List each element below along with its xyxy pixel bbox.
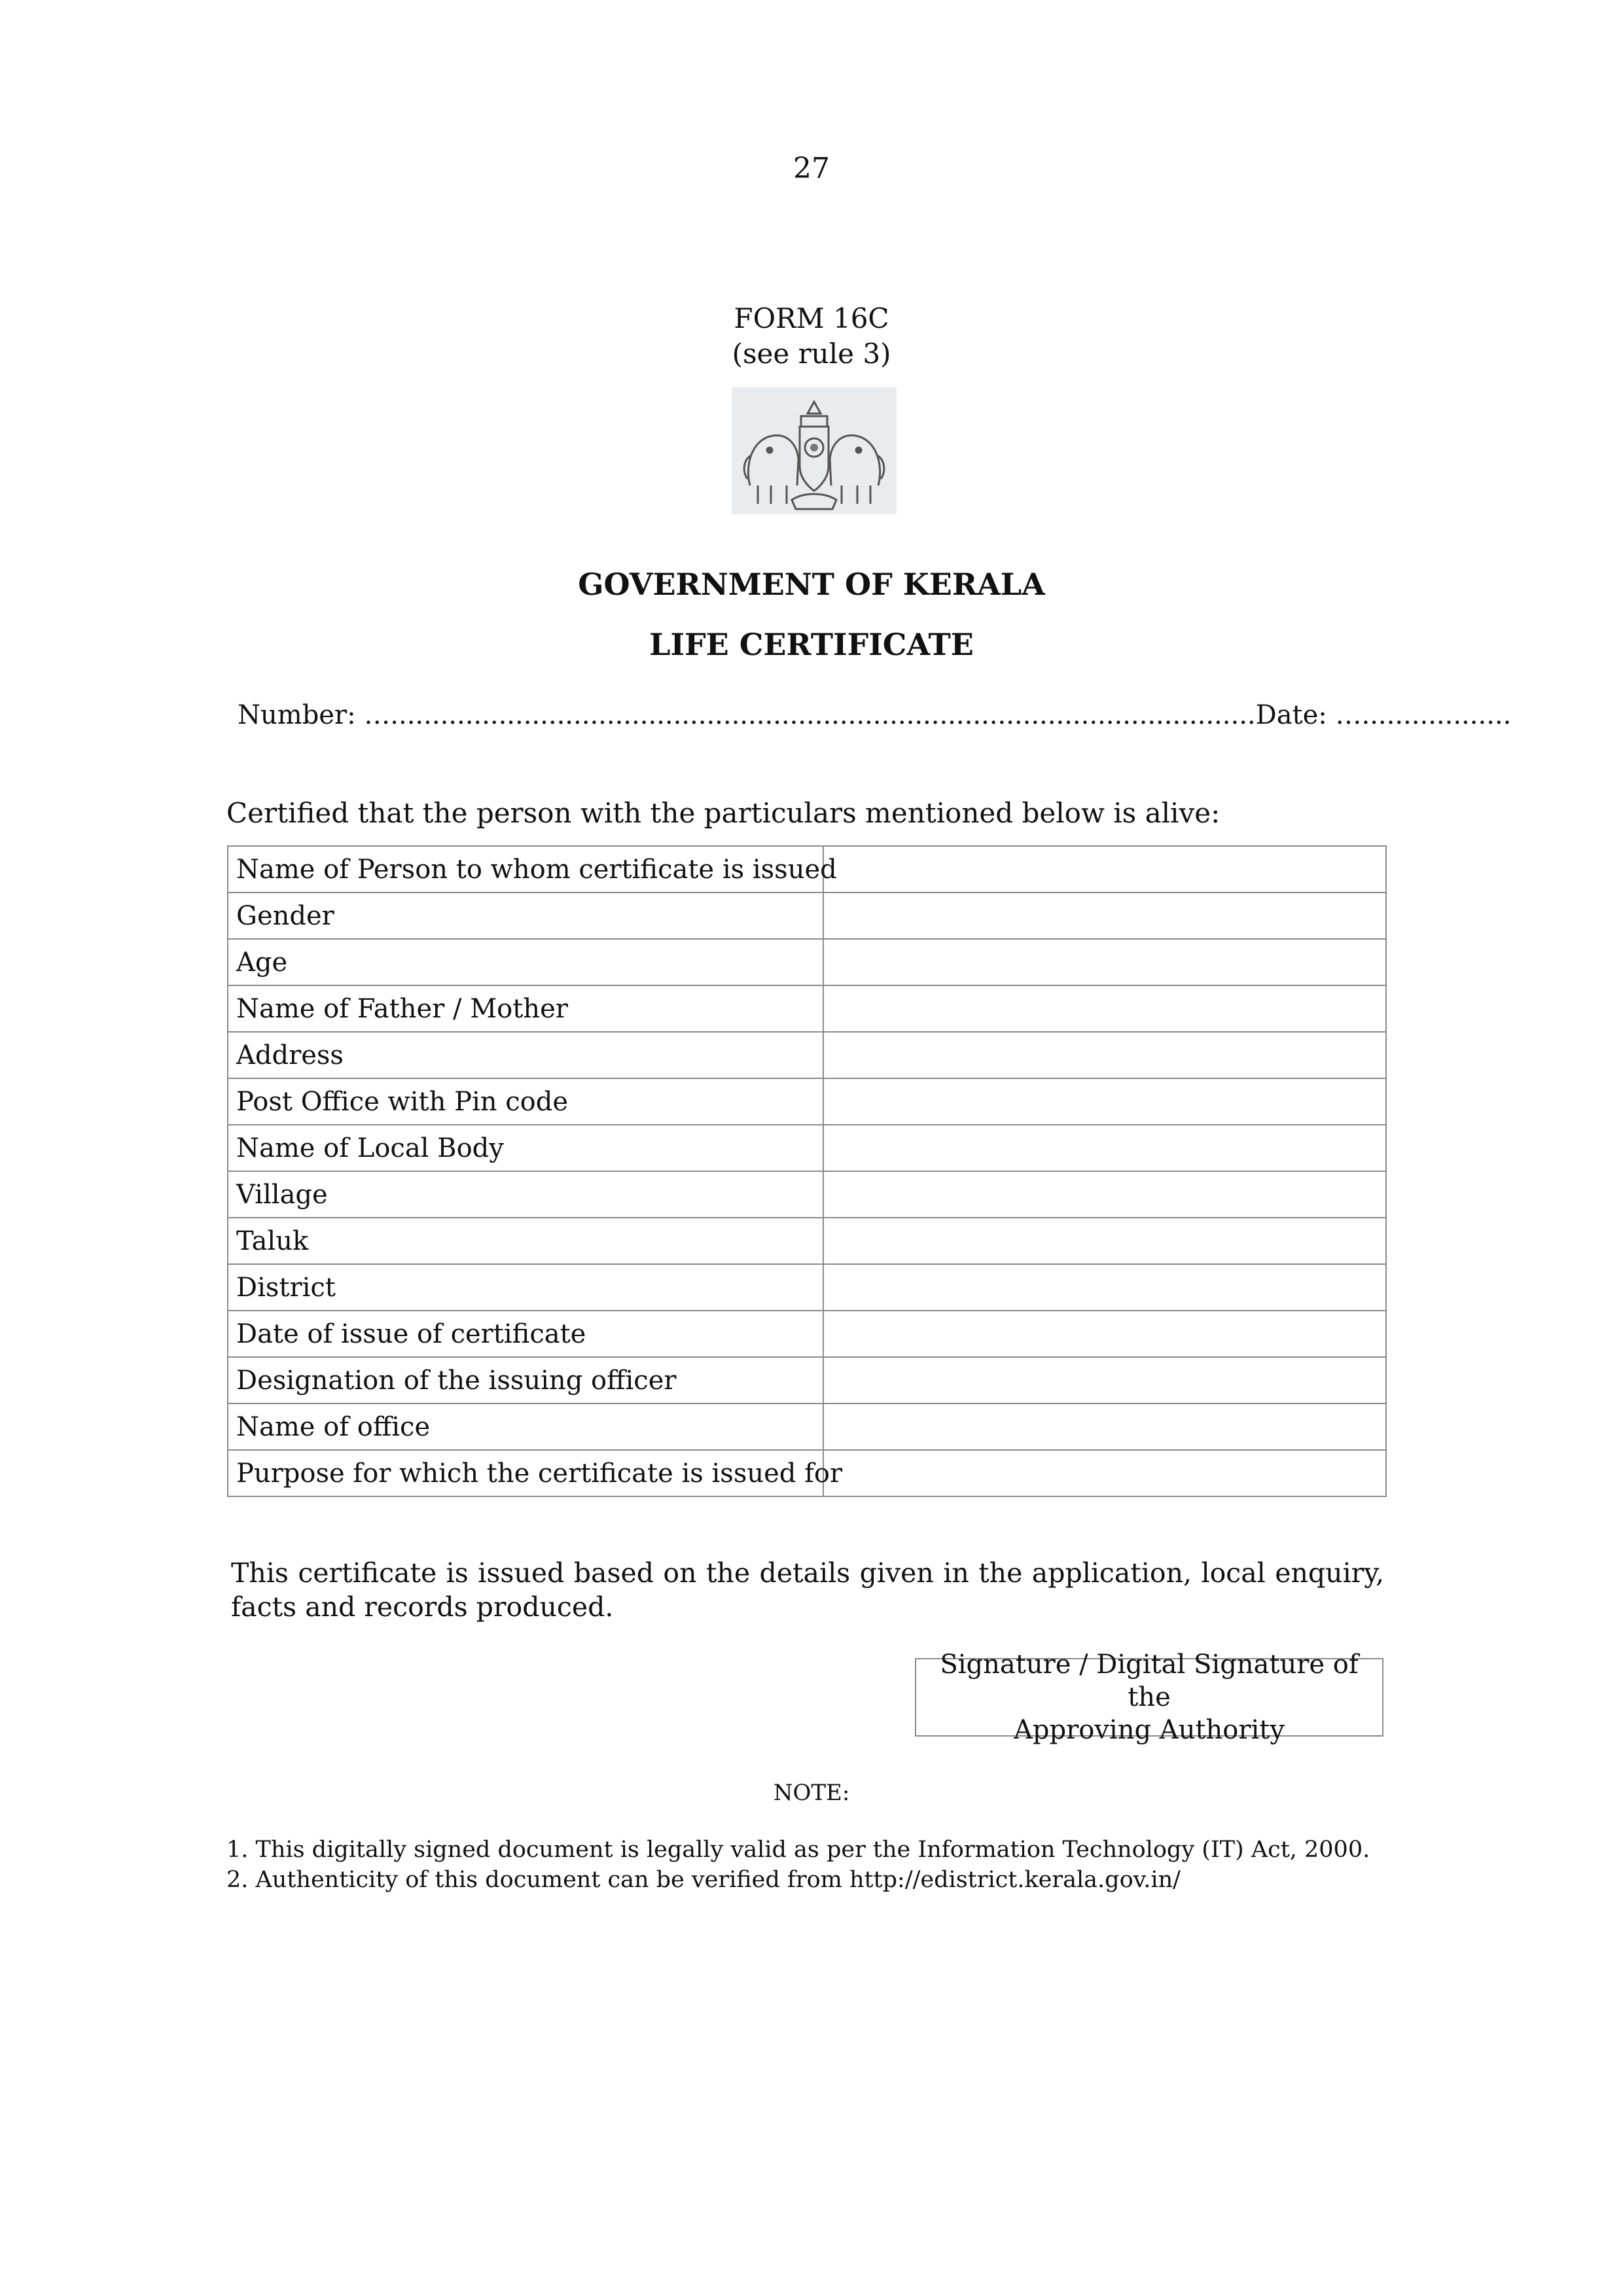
particular-value[interactable]: [823, 1450, 1386, 1496]
particular-value[interactable]: [823, 939, 1386, 985]
number-date-line: Number: …........................................................................................................Date: …..................: [238, 700, 1512, 730]
table-row: [228, 939, 1386, 985]
particular-label: Age: [228, 939, 823, 985]
table-row: [228, 892, 1386, 939]
particular-label: Name of Person to whom certificate is issued: [228, 846, 823, 892]
particular-label: Name of Father / Mother: [228, 985, 823, 1032]
particular-value[interactable]: [823, 1032, 1386, 1078]
table-row: [228, 1357, 1386, 1404]
table-row: [228, 1218, 1386, 1264]
note-list: [226, 1835, 1370, 1895]
particular-value[interactable]: [823, 1404, 1386, 1450]
table-row: [228, 1264, 1386, 1311]
note-item: 1. This digitally signed document is legally valid as per the Information Technology (IT) Act, 2000.: [226, 1837, 1370, 1863]
table-row: [228, 1450, 1386, 1496]
particular-value[interactable]: [823, 846, 1386, 892]
table-row: [228, 1171, 1386, 1218]
certified-statement: Certified that the person with the particulars mentioned below is alive:: [226, 797, 1221, 829]
particular-label: Name of Local Body: [228, 1125, 823, 1171]
particular-label: Date of issue of certificate: [228, 1311, 823, 1357]
particular-label: Post Office with Pin code: [228, 1078, 823, 1125]
particular-label: Purpose for which the certificate is issued for: [228, 1450, 823, 1496]
table-row: [228, 846, 1386, 892]
signature-line-1: Signature / Digital Signature of the: [940, 1650, 1359, 1712]
particular-label: District: [228, 1264, 823, 1311]
particular-value[interactable]: [823, 892, 1386, 939]
kerala-emblem-icon: [732, 387, 897, 514]
particular-value[interactable]: [823, 1125, 1386, 1171]
table-row: [228, 985, 1386, 1032]
note-item: 2. Authenticity of this document can be verified from http://edistrict.kerala.gov.in/: [226, 1867, 1181, 1893]
particular-value[interactable]: [823, 1171, 1386, 1218]
table-row: [228, 1125, 1386, 1171]
certificate-title: LIFE CERTIFICATE: [649, 627, 974, 662]
particular-label: Taluk: [228, 1218, 823, 1264]
particular-value[interactable]: [823, 1218, 1386, 1264]
table-row: [228, 1311, 1386, 1357]
particulars-table: [227, 845, 1387, 1497]
issued-statement: This certificate is issued based on the details given in the application, local enquiry, facts and records produced.: [231, 1557, 1384, 1623]
particular-label: Designation of the issuing officer: [228, 1357, 823, 1404]
particular-value[interactable]: [823, 1357, 1386, 1404]
page-number: 27: [793, 152, 830, 185]
government-title: GOVERNMENT OF KERALA: [578, 567, 1045, 602]
particular-value[interactable]: [823, 1311, 1386, 1357]
table-row: [228, 1078, 1386, 1125]
signature-box: [915, 1650, 1383, 1745]
particular-label: Name of office: [228, 1404, 823, 1450]
particular-value[interactable]: [823, 985, 1386, 1032]
signature-line-2: Approving Authority: [1014, 1715, 1285, 1745]
form-rule: (see rule 3): [732, 338, 891, 370]
particular-label: Village: [228, 1171, 823, 1218]
table-row: [228, 1404, 1386, 1450]
note-title: NOTE:: [773, 1780, 850, 1806]
form-title: FORM 16C: [734, 302, 889, 334]
particular-value[interactable]: [823, 1078, 1386, 1125]
particular-label: Gender: [228, 892, 823, 939]
particular-value[interactable]: [823, 1264, 1386, 1311]
table-row: [228, 1032, 1386, 1078]
particular-label: Address: [228, 1032, 823, 1078]
form-heading: [0, 301, 1623, 372]
